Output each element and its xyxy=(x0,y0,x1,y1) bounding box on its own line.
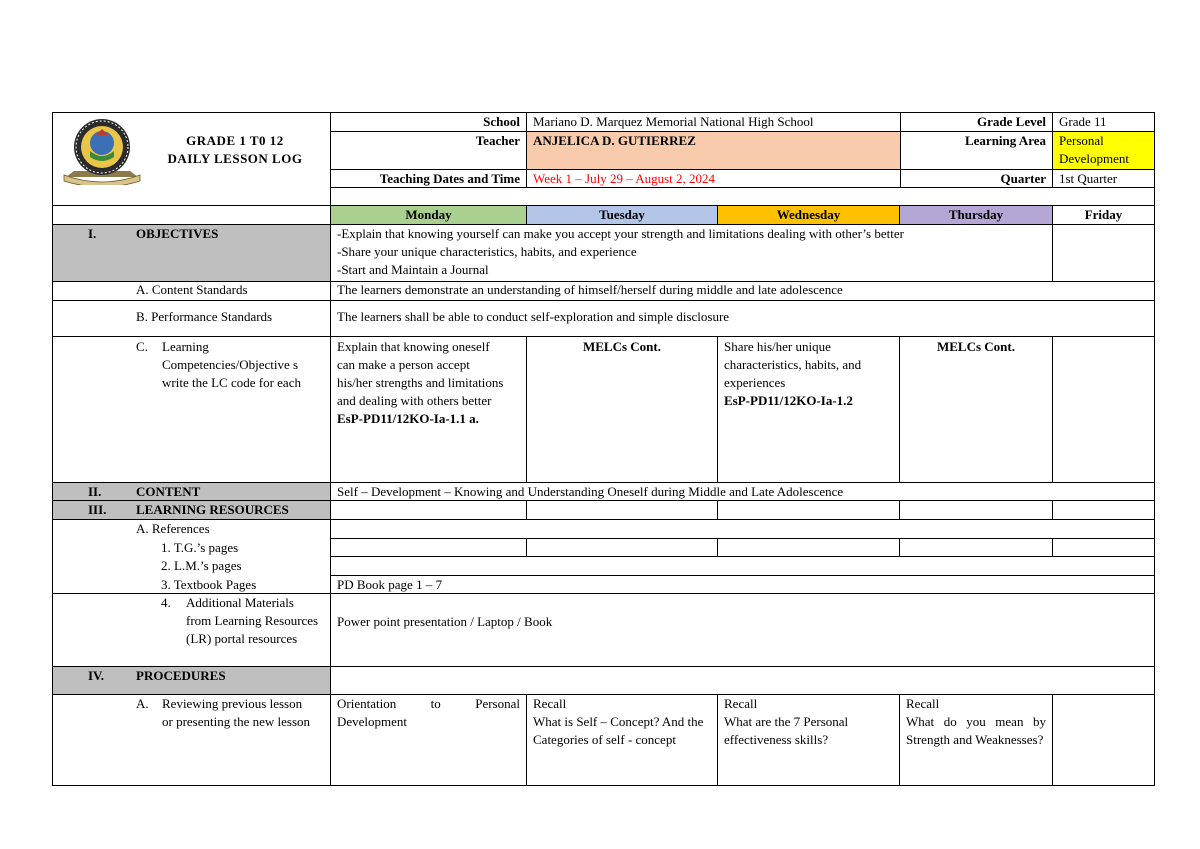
teacher-value: ANJELICA D. GUTIERREZ xyxy=(533,133,696,148)
content-standards-label: A. Content Standards xyxy=(136,282,248,297)
review-label: Reviewing previous lesson or presenting the new lesson xyxy=(162,696,311,729)
review-prefix: A. xyxy=(136,696,149,711)
day-tuesday: Tuesday xyxy=(599,207,645,222)
lm-pages-label: 2. L.M.’s pages xyxy=(161,558,242,573)
dates-value: Week 1 – July 29 – August 2, 2024 xyxy=(533,171,716,186)
review-wednesday-text: What are the 7 Personal effectiveness skills? xyxy=(724,714,849,747)
objectives-label: OBJECTIVES xyxy=(136,226,219,241)
quarter-value: 1st Quarter xyxy=(1059,171,1118,186)
competency-wednesday-code: EsP-PD11/12KO-Ia-1.2 xyxy=(724,393,853,408)
resources-number: III. xyxy=(88,502,107,517)
performance-standards-value: The learners shall be able to conduct self-exploration and simple disclosure xyxy=(337,309,730,324)
review-wednesday xyxy=(718,695,899,785)
area-label: Learning Area xyxy=(964,133,1046,148)
review-tuesday-text: What is Self – Concept? And the Categories of self - concept xyxy=(533,714,704,747)
review-thursday-text: What do you mean by Strength and Weaknesses? xyxy=(906,714,1046,747)
procedures-label: PROCEDURES xyxy=(136,668,226,683)
competencies-label: Learning Competencies/Objective s write the LC code for each xyxy=(162,339,301,390)
day-thursday: Thursday xyxy=(948,207,1004,222)
competency-monday-text: Explain that knowing oneself can make a person accept his/her strengths and limitations and dealing with others better xyxy=(337,339,504,408)
references-label: A. References xyxy=(136,521,210,536)
competencies-prefix: C. xyxy=(136,339,148,354)
performance-standards-label: B. Performance Standards xyxy=(136,309,273,324)
additional-materials-number: 4. xyxy=(161,595,171,610)
competency-tuesday: MELCs Cont. xyxy=(582,339,661,354)
teacher-label: Teacher xyxy=(475,133,520,148)
objective-2: -Share your unique characteristics, habits, and experience xyxy=(337,244,637,259)
competency-wednesday-text: Share his/her unique characteristics, habits, and experiences xyxy=(724,339,862,390)
objectives-number: I. xyxy=(88,226,97,241)
competency-wednesday xyxy=(718,338,883,418)
procedures-number: IV. xyxy=(88,668,105,683)
area-value: Personal Development xyxy=(1059,133,1130,166)
competency-thursday: MELCs Cont. xyxy=(936,339,1015,354)
tg-pages-label: 1. T.G.’s pages xyxy=(161,540,239,555)
objective-1: -Explain that knowing yourself can make you accept your strength and limitations dealing with other’s better xyxy=(337,226,904,241)
quarter-label: Quarter xyxy=(1000,171,1046,186)
dates-label: Teaching Dates and Time xyxy=(379,171,520,186)
grade-value: Grade 11 xyxy=(1059,114,1107,129)
review-thursday xyxy=(900,695,1052,785)
day-wednesday: Wednesday xyxy=(776,207,841,222)
title-line-2: DAILY LESSON LOG xyxy=(167,151,303,166)
objective-3: -Start and Maintain a Journal xyxy=(337,262,489,277)
additional-materials-value: Power point presentation / Laptop / Book xyxy=(337,614,553,629)
school-value: Mariano D. Marquez Memorial National High School xyxy=(533,114,814,129)
review-wednesday-title: Recall xyxy=(724,696,758,711)
day-friday: Friday xyxy=(1084,207,1123,222)
additional-materials-label: Additional Materials from Learning Resources (LR) portal resources xyxy=(186,595,319,646)
day-monday: Monday xyxy=(405,207,452,222)
review-tuesday xyxy=(527,695,717,785)
textbook-pages-label: 3. Textbook Pages xyxy=(161,577,257,592)
competency-monday xyxy=(331,338,511,482)
grade-label: Grade Level xyxy=(977,114,1046,129)
content-label: CONTENT xyxy=(136,484,201,499)
title-line-1: GRADE 1 T0 12 xyxy=(186,133,284,148)
content-standards-value: The learners demonstrate an understanding of himself/herself during middle and late adolescence xyxy=(337,282,843,297)
competency-monday-code: EsP-PD11/12KO-Ia-1.1 a. xyxy=(337,411,479,426)
school-seal-icon xyxy=(56,115,148,185)
textbook-pages-value: PD Book page 1 – 7 xyxy=(337,577,443,592)
content-number: II. xyxy=(88,484,102,499)
review-monday: Orientation to Personal Development xyxy=(337,696,520,729)
review-tuesday-title: Recall xyxy=(533,696,567,711)
review-thursday-title: Recall xyxy=(906,696,940,711)
content-value: Self – Development – Knowing and Understanding Oneself during Middle and Late Adolescence xyxy=(337,484,844,499)
lesson-log-title xyxy=(150,132,320,168)
resources-label: LEARNING RESOURCES xyxy=(136,502,289,517)
school-label: School xyxy=(483,114,520,129)
